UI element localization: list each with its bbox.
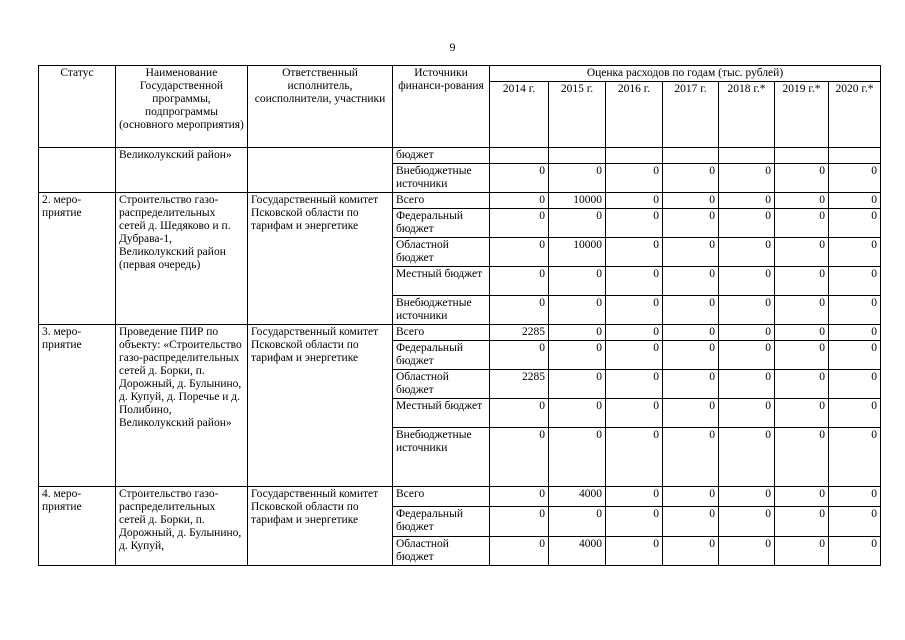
- value-cell: 0: [719, 267, 775, 296]
- year-header: 2015 г.: [549, 82, 606, 148]
- value-cell: 0: [719, 537, 775, 566]
- value-cell: [663, 148, 719, 164]
- value-cell: 0: [775, 238, 829, 267]
- value-cell: 0: [775, 399, 829, 428]
- value-cell: 0: [775, 325, 829, 341]
- value-cell: 10000: [549, 238, 606, 267]
- value-cell: [549, 148, 606, 164]
- value-cell: 0: [549, 164, 606, 193]
- value-cell: 0: [775, 487, 829, 507]
- executor-cell: Государственный комитет Псковской области по тарифам и энергетике: [248, 487, 393, 566]
- value-cell: 0: [490, 296, 549, 325]
- value-cell: 0: [829, 507, 881, 537]
- status-cell: 2. меро-приятие: [39, 193, 116, 325]
- value-cell: 0: [606, 209, 663, 238]
- value-cell: [829, 148, 881, 164]
- source-cell: Местный бюджет: [393, 399, 490, 428]
- value-cell: 0: [775, 164, 829, 193]
- value-cell: 0: [549, 209, 606, 238]
- value-cell: 0: [549, 267, 606, 296]
- value-cell: 0: [719, 399, 775, 428]
- value-cell: 0: [829, 399, 881, 428]
- value-cell: 0: [549, 341, 606, 370]
- value-cell: 0: [663, 209, 719, 238]
- value-cell: 0: [775, 193, 829, 209]
- value-cell: 0: [490, 507, 549, 537]
- executor-cell: Государственный комитет Псковской области по тарифам и энергетике: [248, 325, 393, 487]
- value-cell: 0: [775, 341, 829, 370]
- value-cell: 0: [549, 428, 606, 487]
- value-cell: 0: [829, 267, 881, 296]
- year-header: 2016 г.: [606, 82, 663, 148]
- source-cell: бюджет: [393, 148, 490, 164]
- table-row: [39, 325, 881, 341]
- value-cell: 0: [775, 267, 829, 296]
- value-cell: 0: [663, 428, 719, 487]
- source-cell: Федеральный бюджет: [393, 507, 490, 537]
- value-cell: 0: [490, 209, 549, 238]
- value-cell: 0: [606, 267, 663, 296]
- table-row: [39, 487, 881, 507]
- source-cell: Всего: [393, 193, 490, 209]
- value-cell: 0: [549, 507, 606, 537]
- value-cell: 0: [829, 164, 881, 193]
- source-cell: Внебюджетные источники: [393, 296, 490, 325]
- value-cell: 0: [775, 209, 829, 238]
- value-cell: 10000: [549, 193, 606, 209]
- value-cell: 0: [490, 193, 549, 209]
- value-cell: 0: [606, 428, 663, 487]
- name-cell: Строительство газо-распределительных сетей д. Борки, п. Дорожный, д. Булынино, д. Купуй,: [116, 487, 248, 566]
- value-cell: 0: [606, 487, 663, 507]
- table-body: [39, 148, 881, 566]
- value-cell: 2285: [490, 370, 549, 399]
- value-cell: 0: [663, 238, 719, 267]
- value-cell: 0: [663, 296, 719, 325]
- value-cell: 0: [663, 399, 719, 428]
- value-cell: 0: [719, 487, 775, 507]
- source-cell: Федеральный бюджет: [393, 209, 490, 238]
- value-cell: 0: [606, 537, 663, 566]
- value-cell: 0: [549, 399, 606, 428]
- budget-table: [38, 65, 881, 566]
- source-cell: Всего: [393, 325, 490, 341]
- value-cell: 0: [663, 267, 719, 296]
- value-cell: 0: [606, 238, 663, 267]
- value-cell: 0: [719, 209, 775, 238]
- source-cell: Всего: [393, 487, 490, 507]
- value-cell: 0: [719, 428, 775, 487]
- value-cell: 0: [663, 507, 719, 537]
- value-cell: 0: [663, 164, 719, 193]
- value-cell: 0: [490, 341, 549, 370]
- value-cell: 0: [549, 296, 606, 325]
- value-cell: 0: [549, 370, 606, 399]
- name-cell: Проведение ПИР по объекту: «Строительство газо-распределительных сетей д. Борки, п. Дорожный, д. Булынино, д. Купуй, д. Поречье и д. Полибино, Великолукский район»: [116, 325, 248, 487]
- value-cell: 0: [829, 341, 881, 370]
- value-cell: 0: [719, 325, 775, 341]
- value-cell: 0: [719, 341, 775, 370]
- value-cell: 0: [719, 296, 775, 325]
- value-cell: 0: [719, 164, 775, 193]
- value-cell: 0: [829, 209, 881, 238]
- value-cell: 0: [606, 507, 663, 537]
- value-cell: 0: [775, 370, 829, 399]
- value-cell: 0: [719, 507, 775, 537]
- source-cell: Внебюджетные источники: [393, 164, 490, 193]
- value-cell: 0: [829, 238, 881, 267]
- value-cell: [490, 148, 549, 164]
- source-cell: Внебюджетные источники: [393, 428, 490, 487]
- table-row: [39, 193, 881, 209]
- value-cell: 0: [606, 164, 663, 193]
- value-cell: 0: [490, 267, 549, 296]
- value-cell: 0: [663, 537, 719, 566]
- value-cell: 0: [775, 507, 829, 537]
- value-cell: 4000: [549, 537, 606, 566]
- value-cell: 0: [606, 193, 663, 209]
- value-cell: 0: [663, 325, 719, 341]
- page-number: 9: [449, 40, 456, 54]
- header-expenses: Оценка расходов по годам (тыс. рублей): [490, 66, 881, 82]
- status-cell: [39, 148, 116, 193]
- status-cell: 3. меро-приятие: [39, 325, 116, 487]
- value-cell: 0: [829, 428, 881, 487]
- name-cell: Строительство газо-распределительных сетей д. Шедяково и п. Дубрава-1, Великолукский район (первая очередь): [116, 193, 248, 325]
- value-cell: 0: [606, 296, 663, 325]
- header-sources: Источники финанси-рования: [393, 66, 490, 148]
- value-cell: 0: [549, 325, 606, 341]
- value-cell: [719, 148, 775, 164]
- value-cell: 0: [490, 537, 549, 566]
- value-cell: 0: [719, 370, 775, 399]
- value-cell: 0: [719, 238, 775, 267]
- value-cell: 0: [490, 399, 549, 428]
- value-cell: 0: [490, 428, 549, 487]
- source-cell: Областной бюджет: [393, 238, 490, 267]
- value-cell: 0: [829, 537, 881, 566]
- status-cell: 4. меро-приятие: [39, 487, 116, 566]
- value-cell: 0: [775, 428, 829, 487]
- executor-cell: Государственный комитет Псковской области по тарифам и энергетике: [248, 193, 393, 325]
- source-cell: Федеральный бюджет: [393, 341, 490, 370]
- value-cell: 0: [663, 370, 719, 399]
- value-cell: 0: [829, 487, 881, 507]
- name-cell: Великолукский район»: [116, 148, 248, 193]
- value-cell: 0: [829, 325, 881, 341]
- value-cell: 0: [606, 399, 663, 428]
- year-header: 2019 г.*: [775, 82, 829, 148]
- executor-cell: [248, 148, 393, 193]
- value-cell: 0: [663, 193, 719, 209]
- value-cell: 0: [490, 238, 549, 267]
- value-cell: 0: [663, 487, 719, 507]
- source-cell: Областной бюджет: [393, 537, 490, 566]
- value-cell: 4000: [549, 487, 606, 507]
- value-cell: 0: [775, 537, 829, 566]
- value-cell: 2285: [490, 325, 549, 341]
- value-cell: 0: [719, 193, 775, 209]
- source-cell: Областной бюджет: [393, 370, 490, 399]
- year-header: 2017 г.: [663, 82, 719, 148]
- value-cell: [606, 148, 663, 164]
- value-cell: 0: [606, 341, 663, 370]
- header-executor: Ответственный исполнитель, соисполнители, участники: [248, 66, 393, 148]
- year-header: 2014 г.: [490, 82, 549, 148]
- header-name: Наименование Государственной программы, подпрограммы (основного мероприятия): [116, 66, 248, 148]
- value-cell: 0: [663, 341, 719, 370]
- value-cell: 0: [829, 296, 881, 325]
- year-header: 2020 г.*: [829, 82, 881, 148]
- value-cell: 0: [490, 164, 549, 193]
- value-cell: [775, 148, 829, 164]
- value-cell: 0: [829, 370, 881, 399]
- source-cell: Местный бюджет: [393, 267, 490, 296]
- value-cell: 0: [775, 296, 829, 325]
- value-cell: 0: [606, 325, 663, 341]
- year-header: 2018 г.*: [719, 82, 775, 148]
- header-status: Статус: [39, 66, 116, 148]
- value-cell: 0: [490, 487, 549, 507]
- value-cell: 0: [829, 193, 881, 209]
- table-row: [39, 148, 881, 164]
- value-cell: 0: [606, 370, 663, 399]
